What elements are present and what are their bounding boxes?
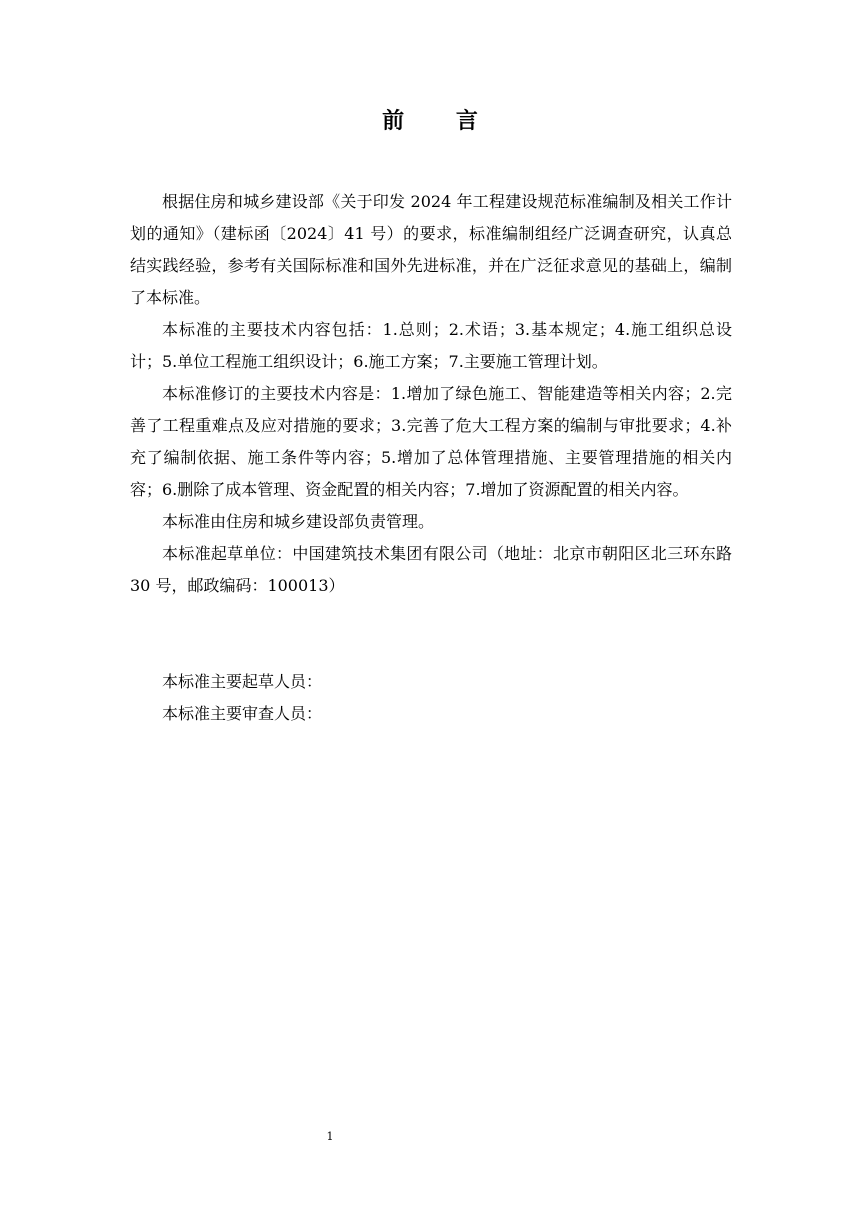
paragraph-revision-content: 本标准修订的主要技术内容是：1.增加了绿色施工、智能建造等相关内容；2.完善了工程重难点及应对措施的要求；3.完善了危大工程方案的编制与审批要求；4.补充了编制依据、施工条件等内容；5.增加了总体管理措施、主要管理措施的相关内容；6.删除了成本管理、资金配置的相关内容；7.增加了资源配置的相关内容。 [130, 384, 732, 499]
page-number: 1 [326, 1130, 334, 1143]
blank-space [130, 602, 732, 666]
paragraph-background: 根据住房和城乡建设部《关于印发 2024 年工程建设规范标准编制及相关工作计划的通知》（建标函〔2024〕41 号）的要求，标准编制组经广泛调查研究，认真总结实践经验，参考有关国际标准和国外先进标准，并在广泛征求意见的基础上，编制了本标准。 [130, 192, 732, 307]
document-body [130, 186, 732, 730]
drafters-label: 本标准主要起草人员： [162, 672, 323, 691]
paragraph-main-content: 本标准的主要技术内容包括：1.总则；2.术语；3.基本规定；4.施工组织总设计；5.单位工程施工组织设计；6.施工方案；7.主要施工管理计划。 [130, 320, 732, 371]
paragraph-management: 本标准由住房和城乡建设部负责管理。 [162, 512, 435, 531]
reviewers-label: 本标准主要审查人员： [162, 704, 323, 723]
paragraph-drafting-unit: 本标准起草单位：中国建筑技术集团有限公司（地址：北京市朝阳区北三环东路 30 号，邮政编码：100013） [130, 544, 732, 595]
page-title: 前 言 [382, 109, 500, 134]
